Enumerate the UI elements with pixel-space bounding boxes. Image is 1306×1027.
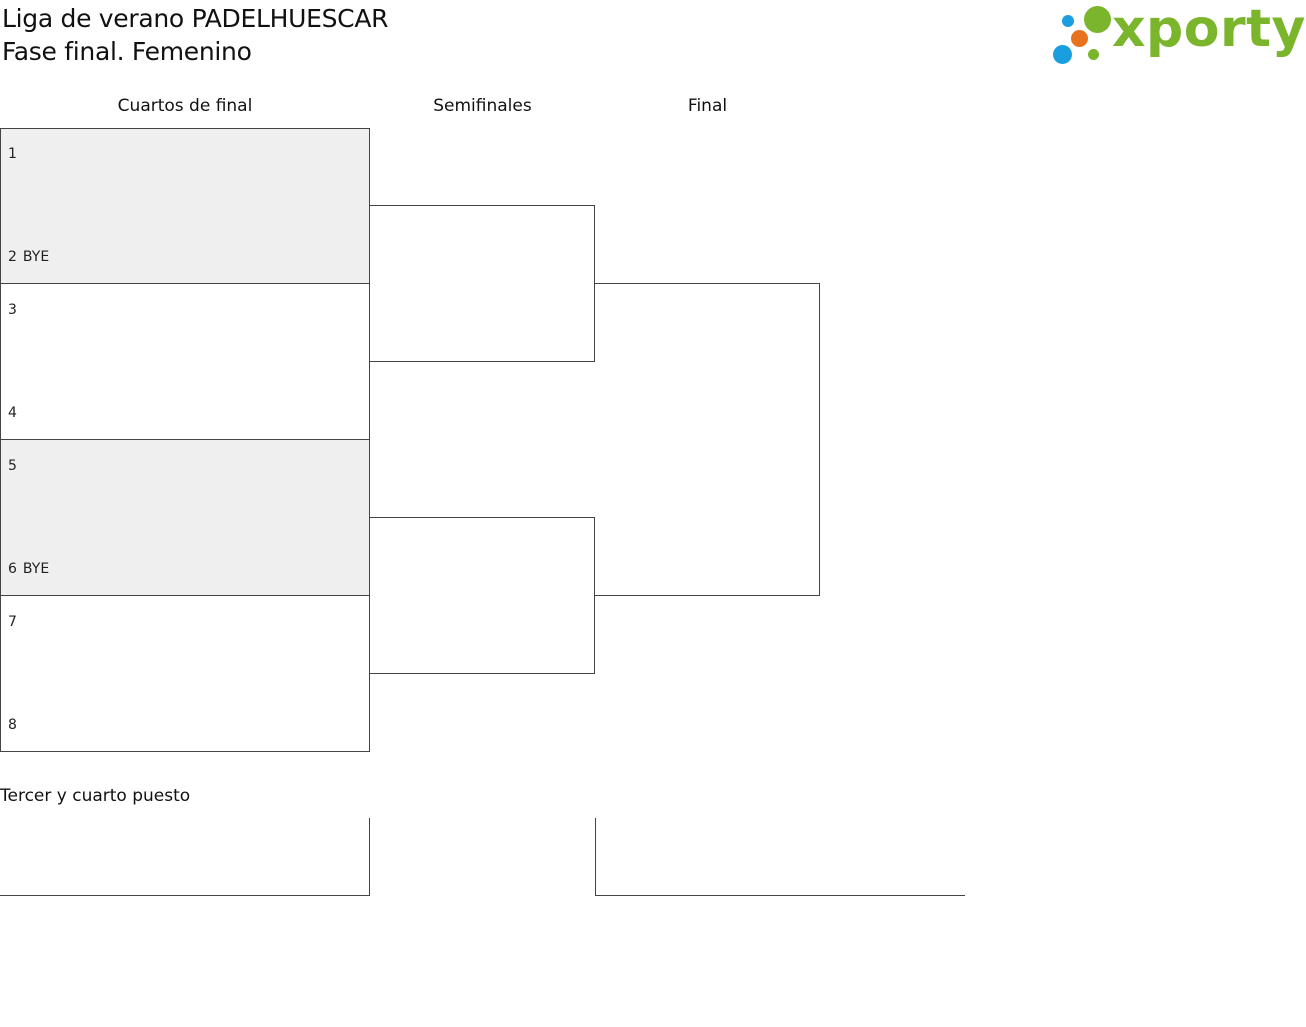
team-name: BYE (22, 561, 50, 577)
match-slot-bottom (8, 405, 23, 421)
quarterfinal-match-2 (0, 283, 370, 440)
match-slot-top (8, 146, 23, 162)
logo-dot-blue-small-icon (1062, 15, 1074, 27)
match-slot-bottom (8, 249, 49, 265)
column-header-quarterfinals: Cuartos de final (117, 96, 253, 116)
column-header-final: Final (687, 96, 728, 116)
logo-dot-green-small-icon (1088, 49, 1099, 60)
third-place-title: Tercer y cuarto puesto (0, 786, 191, 806)
logo-dot-green-icon (1084, 6, 1111, 33)
seed-number: 6 (8, 561, 17, 577)
semifinal-bracket-2 (369, 517, 595, 674)
third-place-slot-left-vertical (369, 818, 370, 896)
seed-number: 2 (8, 249, 17, 265)
seed-number: 4 (8, 405, 17, 421)
phase-subtitle: Fase final. Femenino (2, 37, 252, 66)
match-slot-bottom (8, 561, 49, 577)
semifinal-bracket-1 (369, 205, 595, 362)
match-slot-top (8, 302, 23, 318)
page-title (2, 2, 388, 68)
logo-dot-orange-icon (1071, 30, 1088, 47)
third-place-slot-right-baseline (595, 895, 965, 896)
match-slot-top (8, 458, 23, 474)
seed-number: 5 (8, 458, 17, 474)
xporty-logo (1048, 0, 1306, 68)
seed-number: 8 (8, 717, 17, 733)
match-slot-bottom (8, 717, 23, 733)
third-place-slot-right-vertical (595, 818, 596, 896)
column-header-semifinals: Semifinales (433, 96, 532, 116)
seed-number: 7 (8, 614, 17, 630)
seed-number: 1 (8, 146, 17, 162)
final-bracket (594, 283, 820, 596)
logo-dot-blue-large-icon (1053, 45, 1072, 64)
seed-number: 3 (8, 302, 17, 318)
logo-wordmark: xporty (1112, 0, 1306, 59)
quarterfinal-match-3 (0, 439, 370, 596)
match-slot-top (8, 614, 23, 630)
tournament-title: Liga de verano PADELHUESCAR (2, 4, 389, 33)
team-name: BYE (22, 249, 50, 265)
quarterfinal-match-1 (0, 128, 370, 284)
third-place-slot-left-baseline (0, 895, 370, 896)
quarterfinal-match-4 (0, 595, 370, 752)
